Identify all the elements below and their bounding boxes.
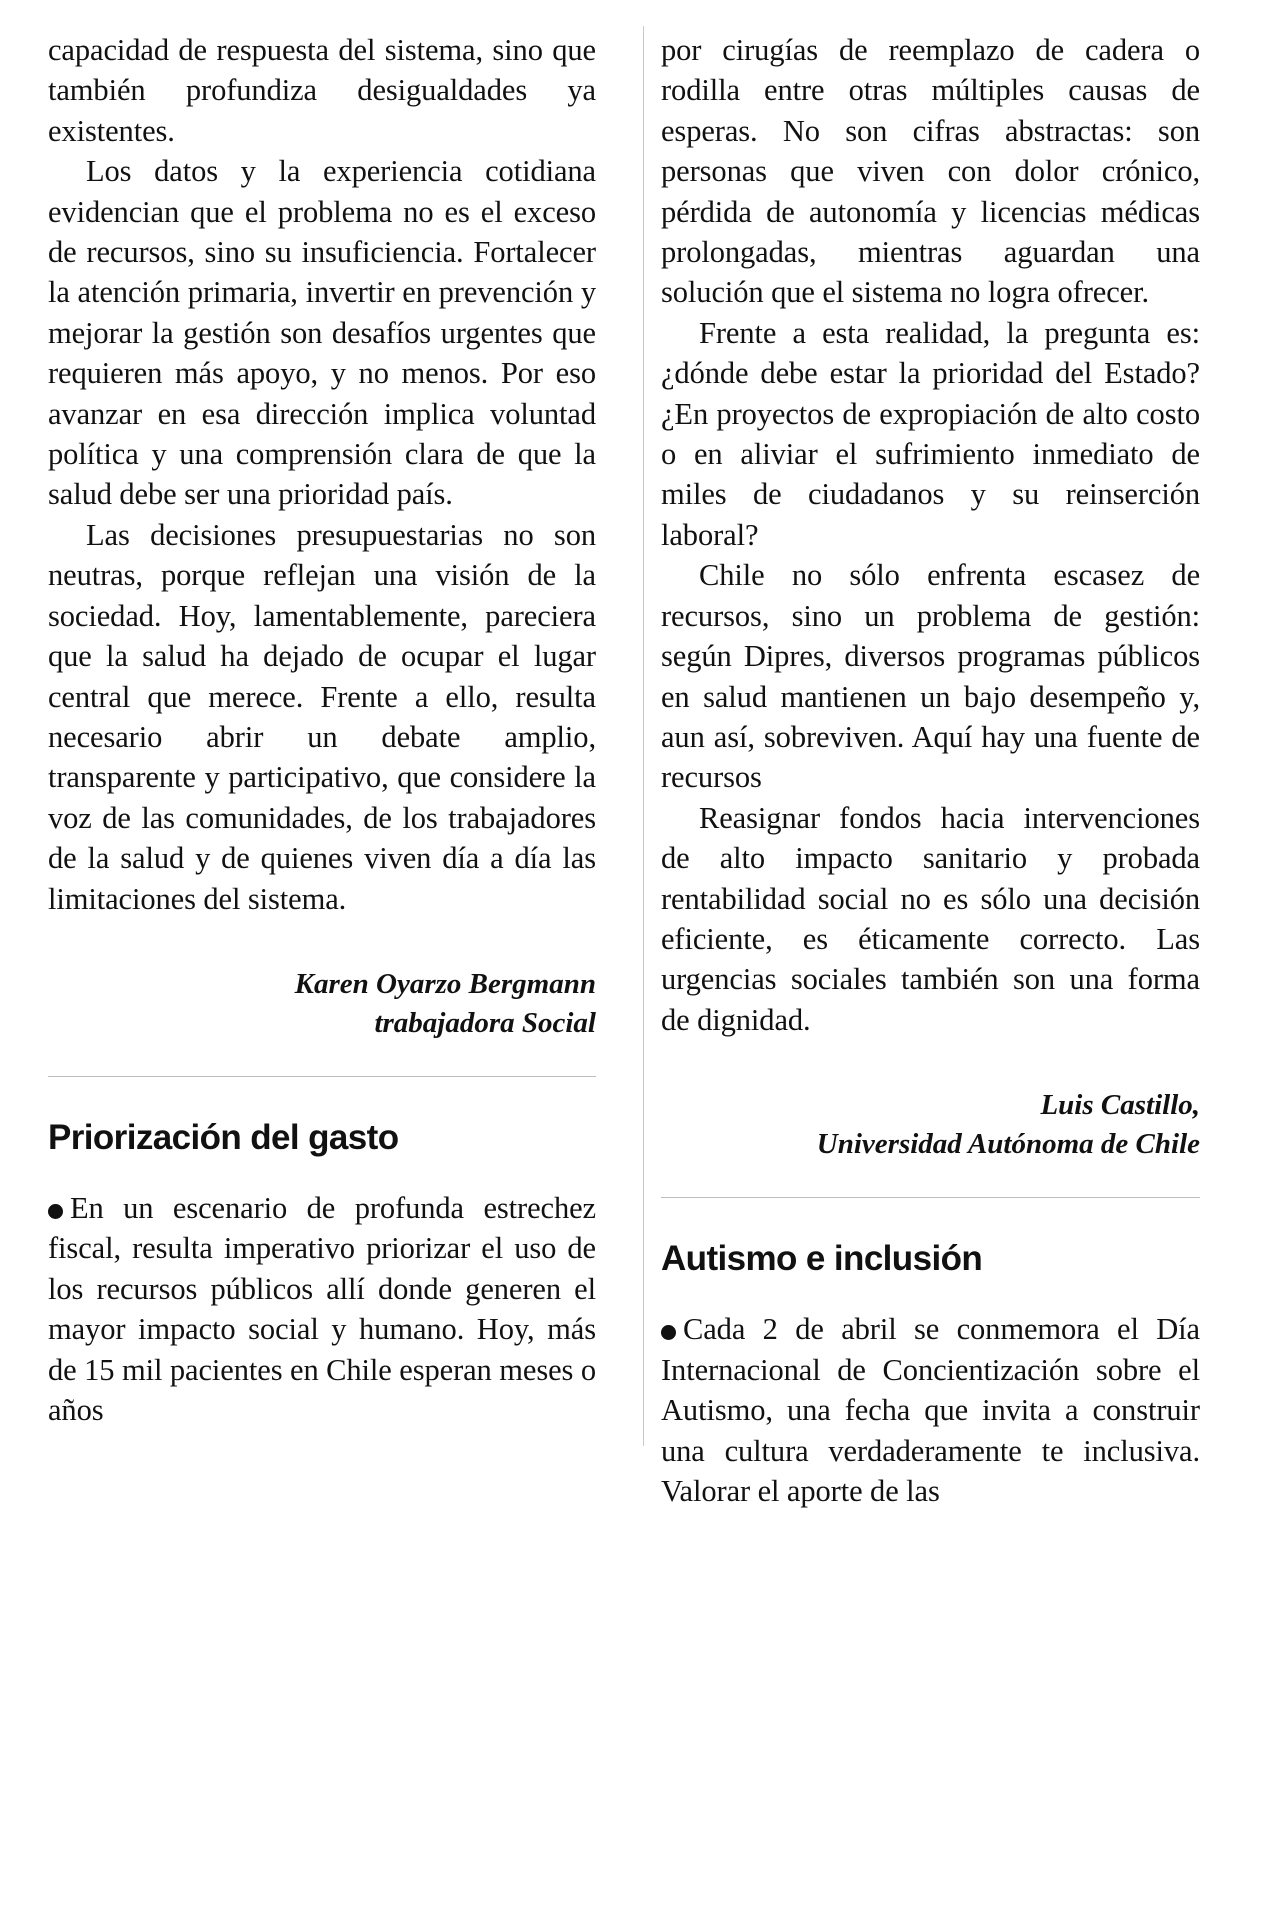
section-body bbox=[661, 1309, 1200, 1511]
paragraph: Frente a esta realidad, la pregunta es: ¿dónde debe estar la prioridad del Estado? ¿En proyectos de expropiación de alto costo o en aliviar el sufrimiento inmediato de miles de ciudadanos y su reinserción laboral? bbox=[661, 315, 1200, 552]
paragraph: Chile no sólo enfrenta escasez de recursos, sino un problema de gestión: según Dipres, diversos programas públicos en salud mantienen un bajo desempeño y, aun así, sobreviven. Aquí hay una fuente de recursos bbox=[661, 558, 1200, 795]
signature-block bbox=[48, 965, 596, 1042]
signature-role: Universidad Autónoma de Chile bbox=[816, 1127, 1200, 1160]
paragraph: Los datos y la experiencia cotidiana evidencian que el problema no es el exceso de recursos, sino su insuficiencia. Fortalecer la atención primaria, invertir en prevención y mejorar la gestión son desafíos urgentes que requieren más apoyo, y no menos. Por eso avanzar en esa dirección implica voluntad política y una comprensión clara de que la salud debe ser una prioridad país. bbox=[48, 154, 596, 512]
paragraph: por cirugías de reemplazo de cadera o rodilla entre otras múltiples causas de esperas. No son cifras abstractas: son personas que viven con dolor crónico, pérdida de autonomía y licencias médicas prolongadas, mientras aguardan una solución que el sistema no logra ofrecer. bbox=[661, 33, 1200, 310]
paragraph: Reasignar fondos hacia intervenciones de alto impacto sanitario y probada rentabilidad social no es sólo una decisión eficiente, es éticamente correcto. Las urgencias sociales también son una forma de dignidad. bbox=[661, 800, 1200, 1037]
bullet-icon bbox=[661, 1325, 676, 1340]
section-body-text: Cada 2 de abril se conmemora el Día Internacional de Concientización sobre el Autismo, una fecha que invita a construir una cultura verdaderamente te inclusiva. Valorar el aporte de las bbox=[661, 1312, 1200, 1508]
columns-container bbox=[48, 30, 1240, 1908]
section-divider bbox=[48, 1076, 596, 1078]
signature-name: Karen Oyarzo Bergmann bbox=[294, 967, 596, 1000]
paragraph: capacidad de respuesta del sistema, sino que también profundiza desigualdades ya existentes. bbox=[48, 33, 596, 148]
section-body-text: En un escenario de profunda estrechez fiscal, resulta imperativo priorizar el uso de los recursos públicos allí donde generen el mayor impacto social y humano. Hoy, más de 15 mil pacientes en Chile esperan meses o años bbox=[48, 1191, 596, 1428]
bullet-icon bbox=[48, 1204, 63, 1219]
section-divider bbox=[661, 1197, 1200, 1199]
section-heading-autismo: Autismo e inclusión bbox=[661, 1239, 983, 1279]
section-body bbox=[48, 1188, 596, 1430]
signature-block bbox=[661, 1086, 1200, 1163]
right-column bbox=[624, 30, 1200, 1908]
signature-name: Luis Castillo, bbox=[1040, 1089, 1200, 1122]
paragraph: Las decisiones presupuestarias no son neutras, porque reflejan una visión de la sociedad. Hoy, lamentablemente, pareciera que la salud ha dejado de ocupar el lugar central que merece. Frente a ello, resulta necesario abrir un debate amplio, transparente y participativo, que considere la voz de las comunidades, de los trabajadores de la salud y de quienes viven día a día las limitaciones del sistema. bbox=[48, 517, 596, 916]
signature-role: trabajadora Social bbox=[374, 1006, 596, 1039]
section-heading-priorizacion: Priorización del gasto bbox=[48, 1118, 399, 1158]
left-column bbox=[48, 30, 624, 1908]
